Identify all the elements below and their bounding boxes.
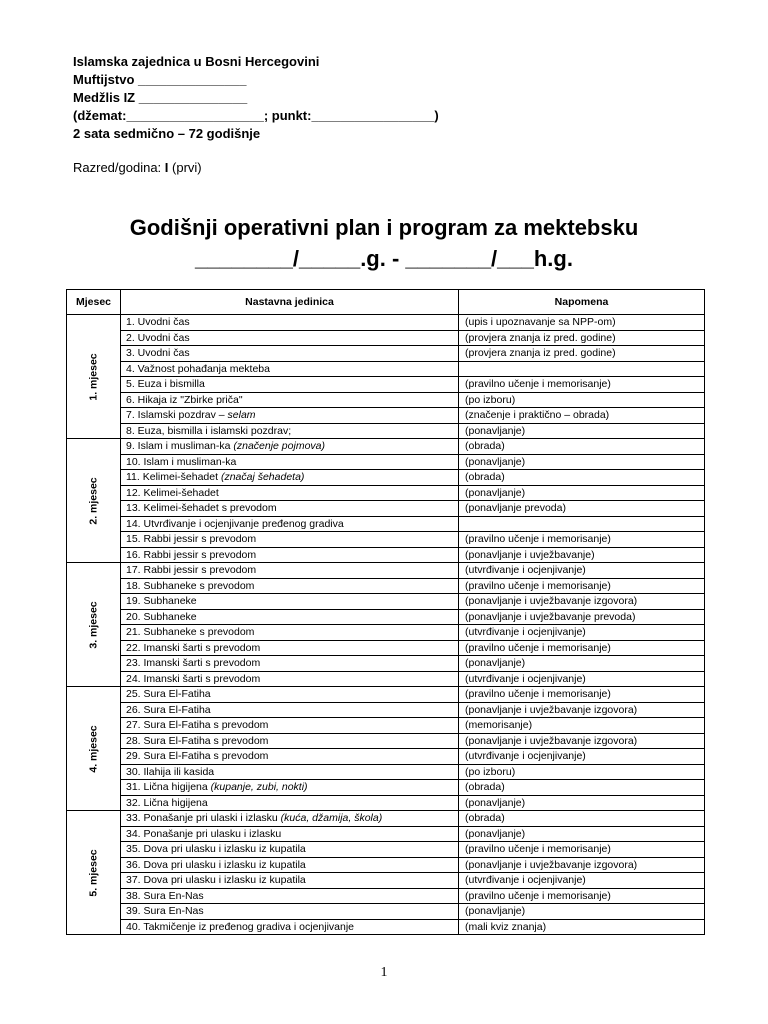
note-cell: (ponavljanje) xyxy=(459,656,705,672)
note-cell: (utvrđivanje i ocjenjivanje) xyxy=(459,625,705,641)
table-row xyxy=(67,795,705,811)
lesson-text: 19. Subhaneke xyxy=(126,595,197,608)
lesson-text: 36. Dova pri ulasku i izlasku iz kupatila xyxy=(126,858,306,871)
lesson-text: 10. Islam i musliman-ka xyxy=(126,455,237,468)
table-row xyxy=(67,733,705,749)
lesson-cell xyxy=(121,578,459,594)
lesson-cell xyxy=(121,811,459,827)
lesson-cell xyxy=(121,532,459,548)
lesson-plan-table xyxy=(66,289,705,935)
note-cell: (obrada) xyxy=(459,470,705,486)
page-number: 1 xyxy=(380,965,388,980)
lesson-text: 29. Sura El-Fatiha s prevodom xyxy=(126,750,269,763)
lesson-text: 24. Imanski šarti s prevodom xyxy=(126,672,261,685)
note-cell: (obrada) xyxy=(459,811,705,827)
note-cell: (po izboru) xyxy=(459,764,705,780)
lesson-text: 21. Subhaneke s prevodom xyxy=(126,626,255,639)
note-cell: (ponavljanje) xyxy=(459,485,705,501)
lesson-cell xyxy=(121,718,459,734)
table-row xyxy=(67,640,705,656)
lesson-text: 38. Sura En-Nas xyxy=(126,889,204,902)
note-cell: (ponavljanje) xyxy=(459,454,705,470)
lesson-cell xyxy=(121,656,459,672)
table-row xyxy=(67,470,705,486)
lesson-text: 12. Kelimei-šehadet xyxy=(126,486,219,499)
lesson-text: 1. Uvodni čas xyxy=(126,316,190,329)
grade-label: Razred/godina: xyxy=(73,160,165,175)
table-row xyxy=(67,656,705,672)
header-organization: Islamska zajednica u Bosni Hercegovini xyxy=(73,54,320,69)
month-cell xyxy=(67,439,121,563)
table-row xyxy=(67,361,705,377)
lesson-text: 22. Imanski šarti s prevodom xyxy=(126,641,261,654)
month-label: 5. mjesec xyxy=(87,848,100,897)
lesson-emphasis: (kupanje, zubi, nokti) xyxy=(210,781,308,794)
header-hours: 2 sata sedmično – 72 godišnje xyxy=(73,126,261,141)
table-row xyxy=(67,563,705,579)
note-cell: (ponavljanje i uvježbavanje izgovora) xyxy=(459,733,705,749)
lesson-text: 8. Euza, bismilla i islamski pozdrav; xyxy=(126,424,292,437)
note-cell: (pravilno učenje i memorisanje) xyxy=(459,377,705,393)
table-row xyxy=(67,578,705,594)
lesson-cell xyxy=(121,361,459,377)
lesson-text: 32. Lična higijena xyxy=(126,796,208,809)
note-cell: (pravilno učenje i memorisanje) xyxy=(459,578,705,594)
lesson-text: 31. Lična higijena xyxy=(126,781,211,794)
lesson-text: 11. Kelimei-šehadet xyxy=(126,471,221,484)
lesson-cell xyxy=(121,842,459,858)
lesson-cell xyxy=(121,640,459,656)
month-cell xyxy=(67,563,121,687)
lesson-text: 5. Euza i bismilla xyxy=(126,378,205,391)
note-cell: (utvrđivanje i ocjenjivanje) xyxy=(459,563,705,579)
lesson-cell xyxy=(121,609,459,625)
month-cell xyxy=(67,811,121,935)
table-row xyxy=(67,408,705,424)
header-muftijstvo: Muftijstvo _______________ xyxy=(73,72,247,87)
lesson-cell xyxy=(121,795,459,811)
lesson-cell xyxy=(121,764,459,780)
note-cell xyxy=(459,361,705,377)
lesson-emphasis: (značenje pojmova) xyxy=(233,440,325,453)
table-row xyxy=(67,392,705,408)
table-row xyxy=(67,702,705,718)
table-row xyxy=(67,485,705,501)
note-cell: (utvrđivanje i ocjenjivanje) xyxy=(459,873,705,889)
lesson-cell xyxy=(121,919,459,935)
document-header xyxy=(73,53,439,143)
lesson-cell xyxy=(121,547,459,563)
table-row xyxy=(67,454,705,470)
table-row xyxy=(67,671,705,687)
lesson-text: 16. Rabbi jessir s prevodom xyxy=(126,548,257,561)
table-row xyxy=(67,826,705,842)
note-cell: (ponavljanje i uvježbavanje izgovora) xyxy=(459,857,705,873)
note-cell: (značenje i praktično – obrada) xyxy=(459,408,705,424)
table-row xyxy=(67,904,705,920)
note-cell: (ponavljanje i uvježbavanje) xyxy=(459,547,705,563)
lesson-text: 25. Sura El-Fatiha xyxy=(126,688,211,701)
grade-value: I xyxy=(164,160,169,175)
lesson-cell xyxy=(121,671,459,687)
note-cell: (upis i upoznavanje sa NPP-om) xyxy=(459,315,705,331)
lesson-text: 20. Subhaneke xyxy=(126,610,197,623)
lesson-cell xyxy=(121,563,459,579)
table-row xyxy=(67,330,705,346)
lesson-text: 17. Rabbi jessir s prevodom xyxy=(126,564,257,577)
table-row xyxy=(67,749,705,765)
lesson-cell xyxy=(121,904,459,920)
lesson-text: 9. Islam i musliman-ka xyxy=(126,440,234,453)
table-row xyxy=(67,532,705,548)
note-cell: (mali kviz znanja) xyxy=(459,919,705,935)
lesson-text: 40. Takmičenje iz pređenog gradiva i ocjenjivanje xyxy=(126,920,355,933)
note-cell: (pravilno učenje i memorisanje) xyxy=(459,842,705,858)
lesson-cell xyxy=(121,826,459,842)
lesson-cell xyxy=(121,873,459,889)
month-cell xyxy=(67,687,121,811)
table-row xyxy=(67,423,705,439)
lesson-cell xyxy=(121,594,459,610)
lesson-emphasis: (značaj šehadeta) xyxy=(220,471,305,484)
table-row xyxy=(67,888,705,904)
table-row xyxy=(67,516,705,532)
lesson-text: 4. Važnost pohađanja mekteba xyxy=(126,362,270,375)
lesson-cell xyxy=(121,888,459,904)
lesson-cell xyxy=(121,516,459,532)
table-row xyxy=(67,439,705,455)
lesson-text: 2. Uvodni čas xyxy=(126,331,190,344)
note-cell: (pravilno učenje i memorisanje) xyxy=(459,640,705,656)
note-cell: (provjera znanja iz pred. godine) xyxy=(459,330,705,346)
lesson-cell xyxy=(121,733,459,749)
month-label: 3. mjesec xyxy=(87,600,100,649)
note-cell: (ponavljanje i uvježbavanje izgovora) xyxy=(459,702,705,718)
lesson-cell xyxy=(121,702,459,718)
lesson-cell xyxy=(121,625,459,641)
lesson-cell xyxy=(121,501,459,517)
lesson-text: 39. Sura En-Nas xyxy=(126,905,204,918)
table-row xyxy=(67,873,705,889)
lesson-text: 28. Sura El-Fatiha s prevodom xyxy=(126,734,269,747)
header-medzlis: Medžlis IZ _______________ xyxy=(73,90,248,105)
lesson-text: 30. Ilahija ili kasida xyxy=(126,765,215,778)
note-cell xyxy=(459,516,705,532)
col-header-lesson: Nastavna jedinica xyxy=(121,290,459,315)
lesson-cell xyxy=(121,687,459,703)
table-row xyxy=(67,857,705,873)
table-row xyxy=(67,718,705,734)
table-row xyxy=(67,501,705,517)
lesson-cell xyxy=(121,439,459,455)
lesson-cell xyxy=(121,485,459,501)
lesson-cell xyxy=(121,330,459,346)
table-row xyxy=(67,346,705,362)
note-cell: (ponavljanje i uvježbavanje prevoda) xyxy=(459,609,705,625)
table-row xyxy=(67,687,705,703)
lesson-cell xyxy=(121,315,459,331)
note-cell: (ponavljanje prevoda) xyxy=(459,501,705,517)
lesson-text: 27. Sura El-Fatiha s prevodom xyxy=(126,719,269,732)
lesson-text: 15. Rabbi jessir s prevodom xyxy=(126,533,257,546)
header-dzemat: (džemat:___________________; punkt:_________________) xyxy=(73,108,439,123)
table-body xyxy=(67,315,705,935)
table-row xyxy=(67,315,705,331)
table-row xyxy=(67,811,705,827)
month-label: 1. mjesec xyxy=(87,352,100,401)
note-cell: (ponavljanje) xyxy=(459,826,705,842)
note-cell: (provjera znanja iz pred. godine) xyxy=(459,346,705,362)
table-row xyxy=(67,377,705,393)
lesson-text: 26. Sura El-Fatiha xyxy=(126,703,211,716)
lesson-cell xyxy=(121,392,459,408)
note-cell: (ponavljanje) xyxy=(459,795,705,811)
lesson-text: 23. Imanski šarti s prevodom xyxy=(126,657,261,670)
lesson-text: 37. Dova pri ulasku i izlasku iz kupatila xyxy=(126,874,306,887)
note-cell: (pravilno učenje i memorisanje) xyxy=(459,888,705,904)
note-cell: (po izboru) xyxy=(459,392,705,408)
lesson-text: 35. Dova pri ulasku i izlasku iz kupatila xyxy=(126,843,306,856)
table-row xyxy=(67,609,705,625)
table-row xyxy=(67,780,705,796)
lesson-cell xyxy=(121,408,459,424)
lesson-text: 18. Subhaneke s prevodom xyxy=(126,579,255,592)
lesson-cell xyxy=(121,857,459,873)
note-cell: (utvrđivanje i ocjenjivanje) xyxy=(459,749,705,765)
lesson-text: 34. Ponašanje pri ulasku i izlasku xyxy=(126,827,282,840)
table-row xyxy=(67,842,705,858)
month-label: 2. mjesec xyxy=(87,476,100,525)
note-cell: (ponavljanje) xyxy=(459,904,705,920)
document-title-years: ________/_____.g. - _______/___h.g. xyxy=(195,246,573,271)
table-header-row xyxy=(67,290,705,315)
lesson-cell xyxy=(121,780,459,796)
lesson-cell xyxy=(121,346,459,362)
document-title: Godišnji operativni plan i program za mektebsku xyxy=(129,215,639,240)
lesson-text: 6. Hikaja iz "Zbirke priča" xyxy=(126,393,243,406)
col-header-month: Mjesec xyxy=(67,290,121,315)
lesson-text: 14. Utvrđivanje i ocjenjivanje pređenog gradiva xyxy=(126,517,344,530)
lesson-cell xyxy=(121,454,459,470)
note-cell: (utvrđivanje i ocjenjivanje) xyxy=(459,671,705,687)
lesson-text: 13. Kelimei-šehadet s prevodom xyxy=(126,502,277,515)
grade-line xyxy=(73,160,202,175)
month-cell xyxy=(67,315,121,439)
table-row xyxy=(67,625,705,641)
lesson-text: 7. Islamski pozdrav – xyxy=(126,409,228,422)
table-row xyxy=(67,547,705,563)
lesson-text: 3. Uvodni čas xyxy=(126,347,190,360)
note-cell: (pravilno učenje i memorisanje) xyxy=(459,532,705,548)
lesson-cell xyxy=(121,470,459,486)
note-cell: (obrada) xyxy=(459,780,705,796)
note-cell: (ponavljanje i uvježbavanje izgovora) xyxy=(459,594,705,610)
table-row xyxy=(67,764,705,780)
lesson-cell xyxy=(121,423,459,439)
note-cell: (pravilno učenje i memorisanje) xyxy=(459,687,705,703)
note-cell: (memorisanje) xyxy=(459,718,705,734)
lesson-text: 33. Ponašanje pri ulaski i izlasku xyxy=(126,812,281,825)
lesson-cell xyxy=(121,749,459,765)
note-cell: (obrada) xyxy=(459,439,705,455)
table-row xyxy=(67,919,705,935)
lesson-emphasis: selam xyxy=(227,409,256,422)
lesson-cell xyxy=(121,377,459,393)
month-label: 4. mjesec xyxy=(87,724,100,773)
lesson-emphasis: (kuća, džamija, škola) xyxy=(280,812,383,825)
table-row xyxy=(67,594,705,610)
col-header-note: Napomena xyxy=(459,290,705,315)
grade-suffix: (prvi) xyxy=(168,160,202,175)
note-cell: (ponavljanje) xyxy=(459,423,705,439)
